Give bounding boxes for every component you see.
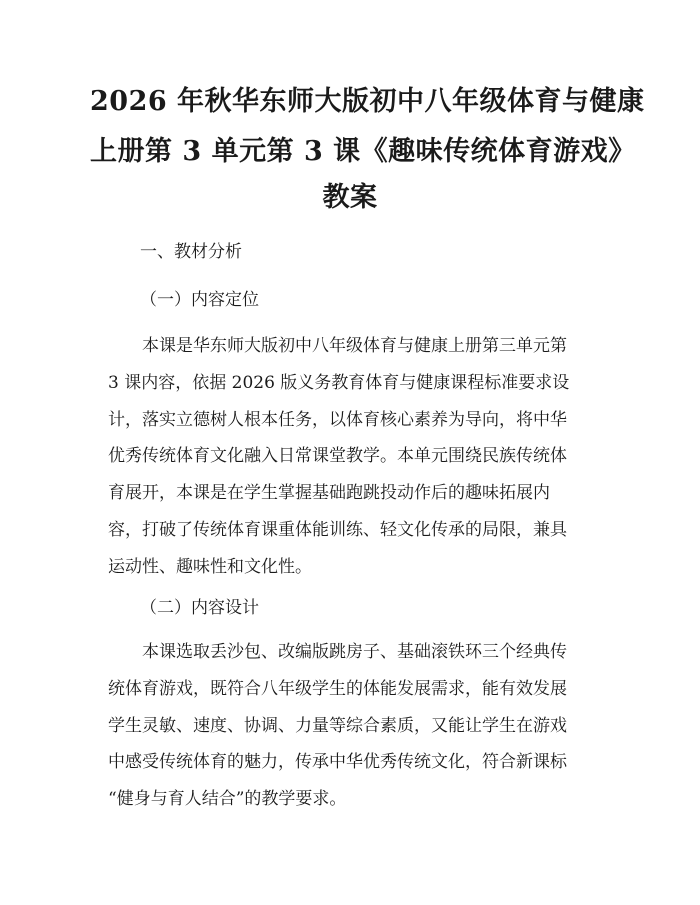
- document-title-line-2: 上册第 3 单元第 3 课《趣味传统体育游戏》: [90, 136, 636, 167]
- subsection-heading-content-positioning: （一）内容定位: [140, 290, 259, 310]
- paragraph-line: 本课是华东师大版初中八年级体育与健康上册第三单元第: [142, 336, 567, 356]
- paragraph-line: 运动性、趣味性和文化性。: [108, 556, 312, 577]
- paragraph-line: 容，打破了传统体育课重体能训练、轻文化传承的局限，兼具: [108, 519, 567, 540]
- subsection-heading-content-design: （二）内容设计: [140, 598, 259, 618]
- paragraph-content-design: [108, 634, 608, 818]
- paragraph-line: 学生灵敏、速度、协调、力量等综合素质，又能让学生在游戏: [108, 715, 567, 736]
- paragraph-line: 本课选取丢沙包、改编版跳房子、基础滚铁环三个经典传: [142, 642, 567, 662]
- paragraph-line: 优秀传统体育文化融入日常课堂教学。本单元围绕民族传统体: [108, 446, 567, 467]
- paragraph-line: 育展开，本课是在学生掌握基础跑跳投动作后的趣味拓展内: [108, 483, 550, 504]
- paragraph-line: “健身与育人结合”的教学要求。: [108, 789, 347, 810]
- document-title-line-3: 教案: [322, 182, 378, 213]
- paragraph-line: 统体育游戏，既符合八年级学生的体能发展需求，能有效发展: [108, 678, 567, 699]
- section-heading-materials-analysis: 一、教材分析: [140, 242, 242, 262]
- paragraph-line: 中感受传统体育的魅力，传承中华优秀传统文化，符合新课标: [108, 752, 567, 773]
- paragraph-line: 计，落实立德树人根本任务，以体育核心素养为导向，将中华: [108, 409, 567, 430]
- document-title-line-1: 2026 年秋华东师大版初中八年级体育与健康: [90, 86, 645, 117]
- paragraph-line: 3 课内容，依据 2026 版义务教育体育与健康课程标准要求设: [108, 372, 570, 393]
- paragraph-content-positioning: [108, 328, 608, 586]
